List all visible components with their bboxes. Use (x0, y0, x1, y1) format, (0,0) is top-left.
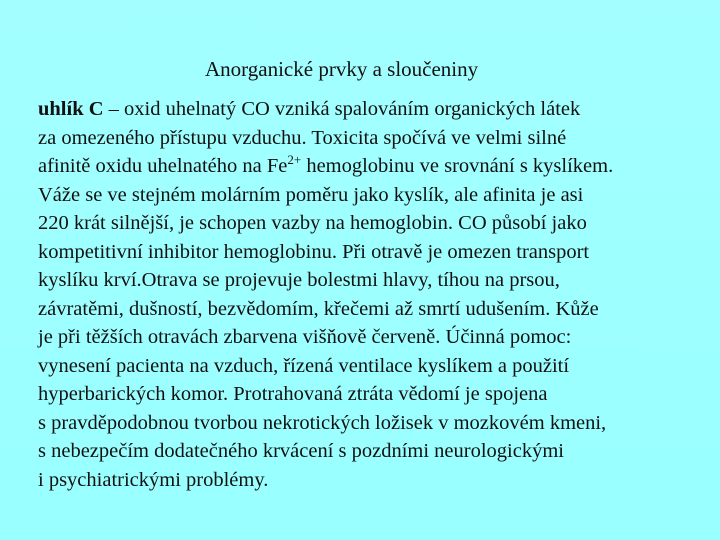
text-line-11: hyperbarických komor. Protrahovaná ztráta vědomí je spojena (38, 383, 548, 405)
text-line-9: je při těžších otravách zbarvena višňově červeně. Účinná pomoc: (38, 326, 572, 348)
text-line-2: za omezeného přístupu vzduchu. Toxicita spočívá ve velmi silné (38, 126, 567, 149)
text-line-13: s nebezpečím dodatečného krvácení s pozdními neurologickými (38, 440, 564, 462)
text-line-3-pre: afinitě oxidu uhelnatého na Fe (38, 155, 288, 177)
text-line-3 (38, 152, 718, 181)
text-line-12: s pravděpodobnou tvorbou nekrotických ložisek v mozkovém kmeni, (38, 411, 607, 434)
text-line-6: kompetitivní inhibitor hemoglobinu. Při otravě je omezen transport (38, 240, 590, 263)
body-paragraph (38, 95, 718, 494)
text-line-5: 220 krát silnější, je schopen vazby na hemoglobin. CO působí jako (38, 212, 587, 234)
text-line-1-rest: – oxid uhelnatý CO vzniká spalováním organických látek (103, 98, 581, 120)
superscript-charge: 2+ (287, 152, 302, 167)
text-line-10: vynesení pacienta na vzduch, řízená ventilace kyslíkem a použití (38, 354, 570, 377)
text-line-7: kyslíku krví.Otrava se projevuje bolestmi hlavy, tíhou na prsou, (38, 269, 560, 291)
slide-title: Anorganické prvky a sloučeniny (205, 57, 479, 81)
text-line-1 (38, 95, 718, 124)
text-line-3-post: hemoglobinu ve srovnání s kyslíkem. (301, 155, 614, 177)
text-line-4: Váže se ve stejném molárním poměru jako kyslík, ale afinita je asi (38, 183, 584, 206)
term-label: uhlík C (38, 98, 104, 120)
text-line-8: závratěmi, dušností, bezvědomím, křečemi až smrtí udušením. Kůže (38, 297, 599, 320)
text-line-14: i psychiatrickými problémy. (38, 468, 269, 491)
